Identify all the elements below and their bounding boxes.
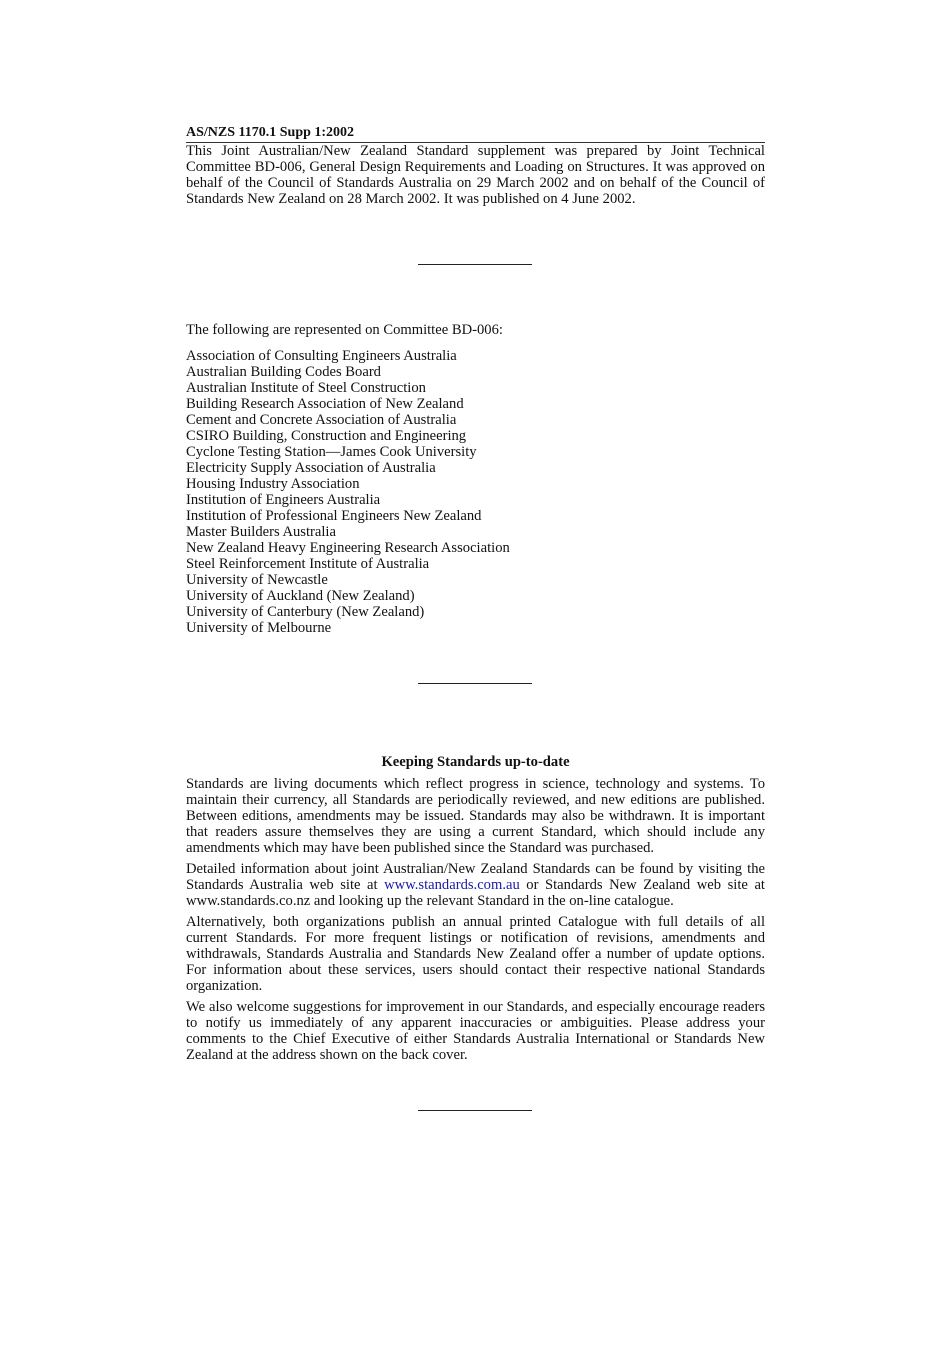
section-heading: Keeping Standards up-to-date — [381, 754, 570, 770]
committee-member: Australian Institute of Steel Construction — [186, 380, 426, 396]
committee-member: CSIRO Building, Construction and Engineering — [186, 428, 467, 444]
committee-member: University of Auckland (New Zealand) — [186, 588, 415, 604]
committee-member-list — [186, 348, 765, 636]
body-paragraph: Alternatively, both organizations publish an annual printed Catalogue with full details of all current Standards. For more frequent listings or notification of revisions, amendments and withdrawals, Standards Australia and Standards New Zealand offer a number of update options. For information about these services, users should contact their respective national Standards organization. — [186, 914, 765, 994]
committee-member: Cement and Concrete Association of Australia — [186, 412, 457, 428]
committee-member: Electricity Supply Association of Australia — [186, 460, 436, 476]
committee-member: University of Newcastle — [186, 572, 328, 588]
committee-member: Housing Industry Association — [186, 476, 360, 492]
paragraph-text: or Standards New Zealand web site at www.standards.co.nz and looking up the relevant Standard in the on-line catalogue. — [186, 877, 765, 909]
standards-australia-link[interactable]: www.standards.com.au — [384, 877, 520, 893]
committee-member: Institution of Engineers Australia — [186, 492, 381, 508]
section-divider — [418, 683, 532, 684]
committee-member: Steel Reinforcement Institute of Australia — [186, 556, 430, 572]
body-paragraph: Standards are living documents which reflect progress in science, technology and systems. To maintain their currency, all Standards are periodically reviewed, and new editions are published. Between editions, amendments may be issued. Standards may also be withdrawn. It is important that readers assure themselves they are using a current Standard, which should include any amendments which may have been published since the Standard was purchased. — [186, 776, 765, 856]
document-page — [186, 125, 765, 1111]
body-paragraph: We also welcome suggestions for improvement in our Standards, and especially encourage readers to notify us immediately of any apparent inaccuracies or ambiguities. Please address your comments to the Chief Executive of either Standards Australia International or Standards New Zealand at the address shown on the back cover. — [186, 999, 765, 1063]
committee-member: University of Melbourne — [186, 620, 332, 636]
committee-member: University of Canterbury (New Zealand) — [186, 604, 425, 620]
committee-member: Master Builders Australia — [186, 524, 336, 540]
document-code: AS/NZS 1170.1 Supp 1:2002 — [186, 125, 765, 143]
committee-intro: The following are represented on Committee BD-006: — [186, 322, 503, 338]
committee-member: Institution of Professional Engineers New Zealand — [186, 508, 482, 524]
body-paragraph — [186, 861, 765, 909]
preparation-note: This Joint Australian/New Zealand Standard supplement was prepared by Joint Technical Committee BD-006, General Design Requirements and Loading on Structures. It was approved on behalf of the Council of Standards Australia on 29 March 2002 and on behalf of the Council of Standards New Zealand on 28 March 2002. It was published on 4 June 2002. — [186, 143, 765, 207]
committee-member: Cyclone Testing Station—James Cook University — [186, 444, 477, 460]
committee-member: Association of Consulting Engineers Australia — [186, 348, 457, 364]
committee-member: Australian Building Codes Board — [186, 364, 381, 380]
section-divider — [418, 264, 532, 265]
section-divider — [418, 1110, 532, 1111]
committee-member: Building Research Association of New Zealand — [186, 396, 464, 412]
paragraph-text: Detailed information about joint Australian/New Zealand Standards can be found by visiting the Standards Australia web site at — [186, 861, 765, 893]
committee-member: New Zealand Heavy Engineering Research Association — [186, 540, 510, 556]
